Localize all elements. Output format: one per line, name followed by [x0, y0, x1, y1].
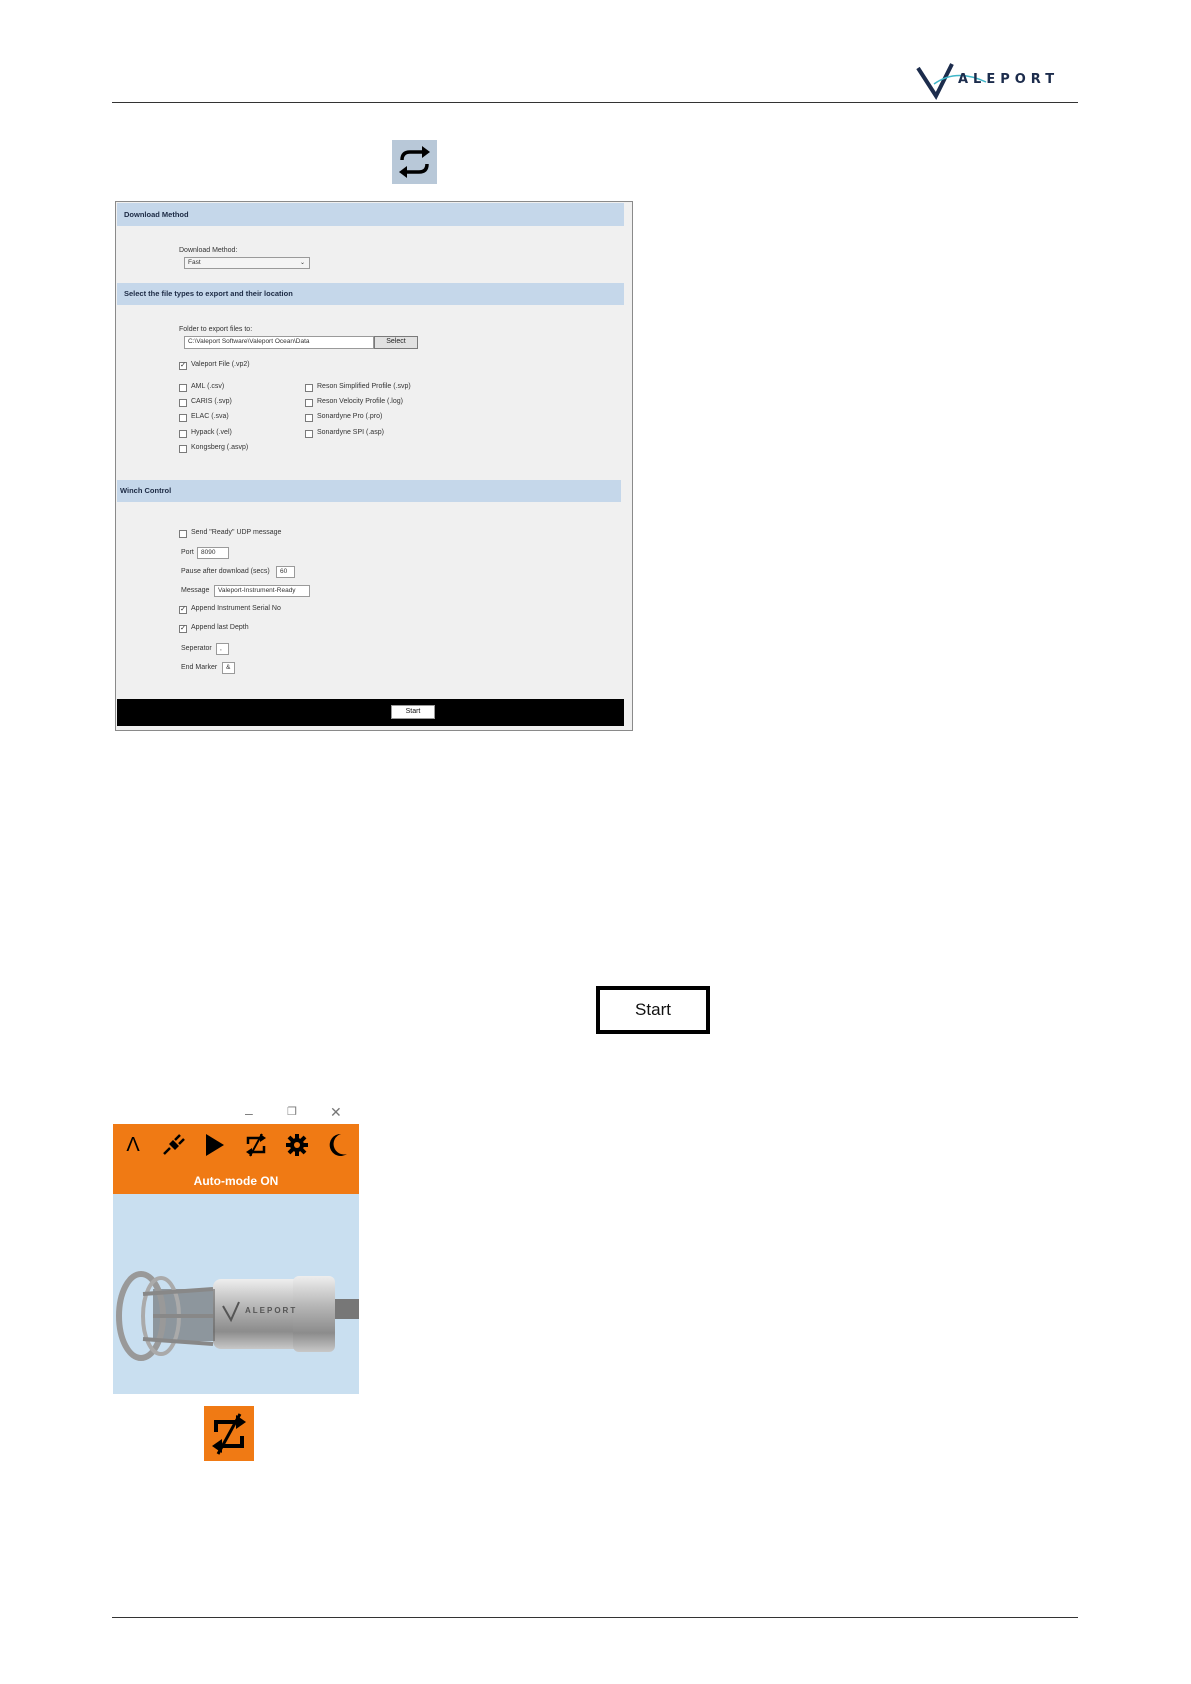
winch-control-title: Winch Control [120, 486, 172, 495]
export-dialog [115, 201, 633, 731]
download-method-value: Fast [188, 259, 201, 266]
send-ready-checkbox[interactable] [179, 530, 187, 538]
elac-checkbox[interactable] [179, 414, 187, 422]
reson-velocity-label: Reson Velocity Profile (.log) [317, 398, 403, 405]
export-types-header [117, 283, 624, 305]
reson-simplified-label: Reson Simplified Profile (.svp) [317, 383, 411, 390]
chevron-down-icon: ⌄ [299, 260, 305, 266]
folder-path-value: C:\Valeport Software\Valeport Ocean\Data [188, 338, 310, 345]
restore-icon[interactable]: ❐ [287, 1106, 297, 1118]
end-marker-label: End Marker [181, 664, 218, 671]
hypack-checkbox[interactable] [179, 430, 187, 438]
dialog-footer-bar [117, 699, 624, 726]
start-button[interactable]: Start [596, 986, 710, 1034]
night-mode-icon[interactable] [325, 1132, 349, 1158]
aml-checkbox[interactable] [179, 384, 187, 392]
pause-field[interactable] [276, 566, 295, 578]
kongsberg-checkbox[interactable] [179, 445, 187, 453]
download-method-select[interactable] [184, 257, 310, 269]
auto-mode-icon[interactable] [244, 1132, 268, 1158]
port-label: Port [181, 549, 194, 556]
message-label: Message [181, 587, 210, 594]
instrument-photo [113, 1194, 359, 1394]
export-types-title: Select the file types to export and their location [124, 289, 293, 298]
instrument-logo-text: ALEPORT [245, 1306, 298, 1315]
port-value: 8090 [201, 549, 216, 556]
download-method-title: Download Method [124, 210, 189, 219]
folder-path-field[interactable] [184, 336, 374, 349]
message-field[interactable] [214, 585, 310, 597]
app-toolbar [113, 1124, 359, 1194]
hypack-label: Hypack (.vel) [191, 429, 232, 436]
append-serial-checkbox[interactable]: ✓ [180, 606, 186, 613]
sonardyne-pro-checkbox[interactable] [305, 414, 313, 422]
kongsberg-label: Kongsberg (.asvp) [191, 444, 249, 451]
valeport-logo [916, 60, 1066, 102]
header-rule [112, 102, 1078, 103]
footer-rule [112, 1617, 1078, 1618]
folder-label: Folder to export files to: [179, 326, 253, 333]
select-folder-button[interactable]: Select [374, 336, 418, 349]
logo-text: ALEPORT [958, 72, 1060, 87]
send-ready-label: Send "Ready" UDP message [191, 529, 282, 536]
sonardyne-spi-label: Sonardyne SPI (.asp) [317, 429, 384, 436]
aml-label: AML (.csv) [191, 383, 225, 390]
separator-value: , [220, 645, 222, 652]
download-method-header [117, 203, 624, 226]
valeport-file-label: Valeport File (.vp2) [191, 361, 250, 368]
end-marker-value: & [226, 664, 231, 671]
valeport-file-checkbox[interactable]: ✓ [180, 362, 186, 369]
refresh-icon [392, 140, 437, 184]
reson-velocity-checkbox[interactable] [305, 399, 313, 407]
pause-value: 60 [280, 568, 288, 575]
caris-label: CARIS (.svp) [191, 398, 232, 405]
pause-label: Pause after download (secs) [181, 568, 270, 575]
collapse-icon[interactable]: Λ [126, 1134, 140, 1156]
separator-label: Seperator [181, 645, 212, 652]
append-depth-checkbox[interactable]: ✓ [180, 625, 186, 632]
port-field[interactable] [197, 547, 229, 559]
auto-mode-icon-large [204, 1406, 254, 1461]
append-depth-label: Append last Depth [191, 624, 249, 631]
separator-field[interactable] [216, 643, 229, 655]
end-marker-field[interactable] [222, 662, 235, 674]
append-serial-label: Append Instrument Serial No [191, 605, 281, 612]
download-method-label: Download Method: [179, 247, 238, 254]
minimize-icon[interactable]: – [245, 1105, 253, 1121]
message-value: Valeport-Instrument-Ready [218, 587, 296, 594]
elac-label: ELAC (.sva) [191, 413, 229, 420]
auto-mode-status: Auto-mode ON [193, 1174, 279, 1188]
close-icon[interactable]: ✕ [330, 1104, 342, 1120]
gear-icon[interactable] [285, 1132, 309, 1158]
play-icon[interactable] [202, 1132, 226, 1158]
connect-plug-icon[interactable] [161, 1132, 185, 1158]
sonardyne-spi-checkbox[interactable] [305, 430, 313, 438]
winch-control-header [117, 480, 621, 502]
reson-simplified-checkbox[interactable] [305, 384, 313, 392]
caris-checkbox[interactable] [179, 399, 187, 407]
dialog-start-button[interactable]: Start [391, 705, 435, 719]
sonardyne-pro-label: Sonardyne Pro (.pro) [317, 413, 383, 420]
